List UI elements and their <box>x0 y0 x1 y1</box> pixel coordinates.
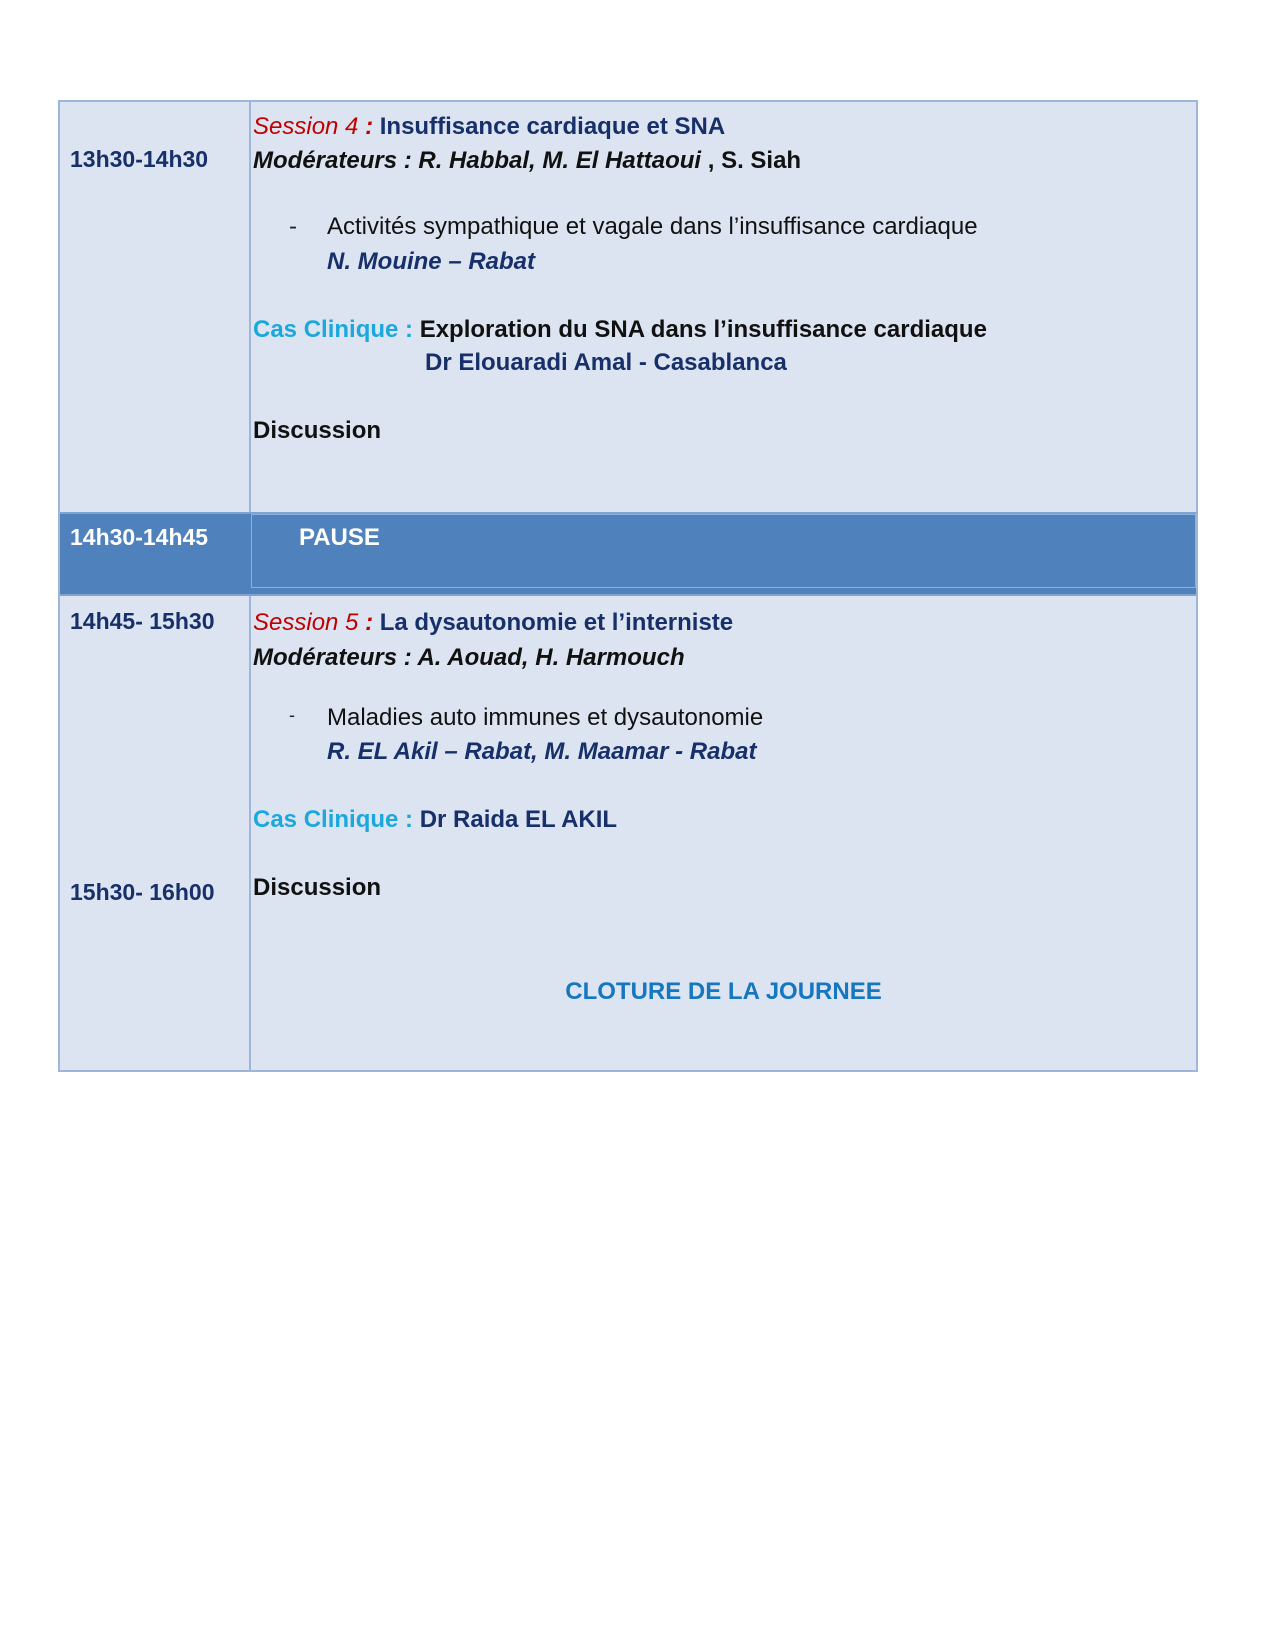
pause-row <box>60 512 1196 596</box>
pause-label: PAUSE <box>299 524 380 551</box>
session-5-case <box>253 805 617 835</box>
pause-time: 14h30-14h45 <box>70 524 209 550</box>
session-4-heading <box>253 112 725 142</box>
session-5-content <box>251 596 1196 1070</box>
session-4-moderators-main: Modérateurs : R. Habbal, M. El Hattaoui <box>253 147 702 174</box>
session-5-colon: : <box>358 609 374 636</box>
program-table <box>58 100 1198 1072</box>
session-4-talk-title: Activités sympathique et vagale dans l’insuffisance cardiaque <box>327 213 978 240</box>
session-5-label: Session 5 <box>253 609 359 636</box>
pause-content <box>251 514 1196 594</box>
session-4-case <box>253 315 987 345</box>
session-4-row <box>60 102 1196 512</box>
session-4-case-speaker: Dr Elouaradi Amal - Casablanca <box>425 349 787 376</box>
session-5-heading <box>253 608 733 638</box>
pause-box <box>251 514 1196 588</box>
session-5-discussion: Discussion <box>253 874 382 901</box>
session-5-talk-speaker: R. EL Akil – Rabat, M. Maamar - Rabat <box>327 738 757 765</box>
bullet-dash: - <box>289 705 295 725</box>
session-4-colon: : <box>358 113 374 140</box>
discussion-time: 15h30- 16h00 <box>70 879 215 905</box>
closing-title: CLOTURE DE LA JOURNEE <box>565 978 882 1005</box>
session-4-moderators <box>253 146 801 176</box>
session-5-moderators <box>253 643 685 673</box>
bullet-dash: - <box>289 213 297 240</box>
session-4-moderators-extra: , S. Siah <box>701 147 802 174</box>
time-column <box>60 102 251 512</box>
session-5-talk-title: Maladies auto immunes et dysautonomie <box>327 704 764 731</box>
session-5-title: La dysautonomie et l’interniste <box>373 609 734 636</box>
session-4-talk-speaker: N. Mouine – Rabat <box>327 248 536 275</box>
session-5-row <box>60 596 1196 1070</box>
time-column <box>60 514 251 594</box>
session-4-title: Insuffisance cardiaque et SNA <box>373 113 726 140</box>
session-4-case-title: Exploration du SNA dans l’insuffisance cardiaque <box>419 316 987 343</box>
session-5-moderators-text: Modérateurs : A. Aouad, H. Harmouch <box>253 644 685 671</box>
case-label: Cas Clinique : <box>253 316 420 343</box>
session-5-time: 14h45- 15h30 <box>70 608 215 634</box>
session-4-content <box>251 102 1196 512</box>
session-5-case-doctor: Dr Raida EL AKIL <box>419 806 618 833</box>
time-column <box>60 596 251 1070</box>
session-4-label: Session 4 <box>253 113 359 140</box>
session-4-discussion: Discussion <box>253 417 382 444</box>
session-4-time: 13h30-14h30 <box>70 146 209 172</box>
case-label: Cas Clinique : <box>253 806 420 833</box>
